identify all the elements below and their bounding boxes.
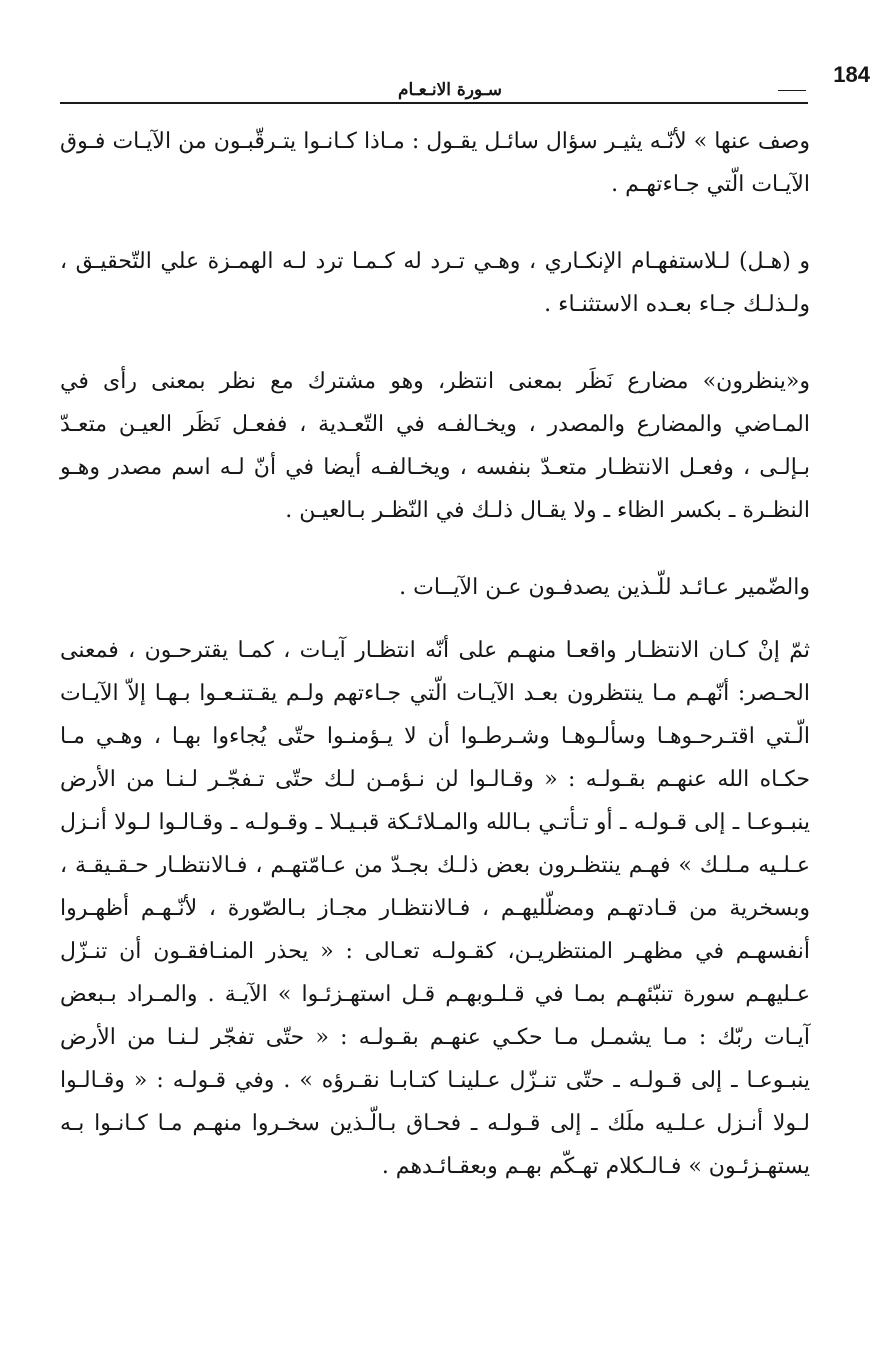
paragraph: وصف عنها » لأنّـه يثيـر سؤال سائـل يقـول : مـاذا كـانـوا يتـرقّبـون من الآيـات فـوق الآيـات الّتي جـاءتهـم . [60, 129, 810, 197]
page-number-underline [778, 90, 806, 91]
header-rule [60, 102, 808, 104]
running-title: سـورة الانـعـام [397, 80, 503, 100]
paragraph: و«ينظرون» مضارع نَظَر بمعنى انتظر، وهو مشترك مع نظر بمعنى رأى في المـاضي والمضارع والمصدر ، ويخـالفـه في التّعـدية ، ففعـل نَظَر العيـن متعـدّ بـإلـى ، وفعـل الانتظـار متعـدّ بنفسه ، ويخـالفـه أيضا في أنّ لـه اسم مصدر وهـو النظـرة ـ بكسر الظاء ـ ولا يقـال ذلـك في النّظـر بـالعيـن . [60, 369, 810, 523]
page-number: 184 [833, 62, 870, 87]
paragraph: ثمّ إنْ كـان الانتظـار واقعـا منهـم على أنّه انتظـار آيـات ، كمـا يقترحـون ، فمعنى الحـصر: أنّهـم مـا ينتظرون بعـد الآيـات الّتي جـاءتهم ولـم يقـتنـعـوا بـهـا إلاّ الآيـات الّـتي اقتـرحـوهـا وسألـوهـا وشـرطـوا أن لا يـؤمنـوا حتّى يُجاءوا بهـا ، وهـي مـا حكـاه الله عنهـم بقـولـه : « وقـالـوا لن نـؤمـن لـك حتّى تـفجّـر لـنـا من الأرض ينبـوعـا ـ إلى قـولـه ـ أو تـأتـي بـالله والمـلائـكة قبـيـلا ـ وقـولـه ـ وقـالـوا لـولا أنـزل عـلـيه مـلـك » فهـم ينتظـرون بعض ذلـك بجـدّ من عـامّتهـم ، فـالانتظـار حـقـيقـة ، وبسخرية من قـادتهـم ومضلّليهـم ، فـالانتظـار مجـاز بـالصّورة ، لأنّـهـم أظهـروا أنفسهـم في مظهـر المنتظريـن، كقـولـه تعـالى : « يحذر المنـافقـون أن تنـزّل عـليهـم سورة تنبّئهـم بمـا في قـلـوبهـم قـل استهـزئـوا » الآيـة . والمـراد بـبعض آيـات ربّك : مـا يشمـل مـا حكـي عنهـم بقـولـه : « حتّى تفجّر لـنـا من الأرض ينبـوعـا ـ إلى قـولـه ـ حتّى تنـزّل عـلينـا كتـابـا نقـرؤه » . وفي قـولـه : « وقـالـوا لـولا أنـزل عـلـيه ملَك ـ إلى قـولـه ـ فحـاق بـالّـذين سخـروا منهـم مـا كـانـوا بـه يستهـزئـون » فـالـكلام تهـكّم بهـم وبعقـائـدهم . [60, 638, 810, 1179]
page-header [60, 58, 870, 104]
paragraph: والضّمير عـائـد للّـذين يصدفـون عـن الآيــات . [399, 575, 810, 600]
body-text [60, 120, 810, 1188]
paragraph: و (هـل) لـلاستفهـام الإنكـاري ، وهـي تـرد له كـمـا ترد لـه الهمـزة علي التّحقيـق ، ولـذلـك جـاء بعـده الاستثنـاء . [60, 249, 810, 317]
